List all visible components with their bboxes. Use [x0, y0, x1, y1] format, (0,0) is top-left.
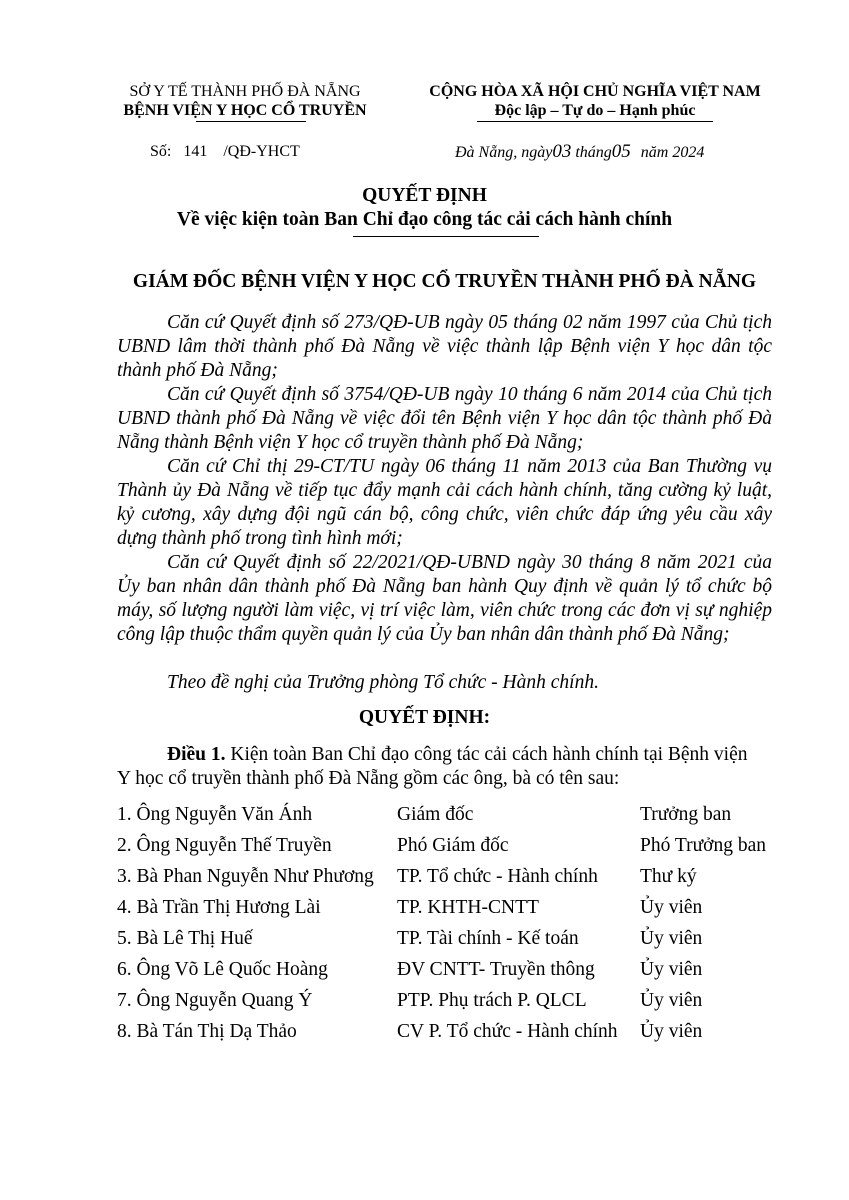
proposal-basis: Theo đề nghị của Trưởng phòng Tổ chức - Hành chính.	[167, 672, 599, 693]
member-position: TP. Tài chính - Kế toán	[397, 928, 579, 949]
member-name: 8. Bà Tán Thị Dạ Thảo	[117, 1021, 297, 1042]
member-row	[117, 927, 797, 951]
member-position: TP. KHTH-CNTT	[397, 897, 539, 918]
member-position: Phó Giám đốc	[397, 835, 509, 856]
member-name: 3. Bà Phan Nguyễn Như Phương	[117, 866, 374, 887]
agency-name-parent: SỞ Y TẾ THÀNH PHỐ ĐÀ NẴNG	[129, 83, 361, 100]
legal-basis-2: Căn cứ Quyết định số 3754/QĐ-UB ngày 10 tháng 6 năm 2014 của Chủ tịch UBND thành phố Đà Nẵng về việc đổi tên Bệnh viện Y học dân tộc thành phố Đà Nẵng thành Bệnh viện Y học cổ truyền thành phố Đà Nẵng;	[117, 384, 772, 453]
member-role: Trưởng ban	[640, 804, 732, 825]
member-role: Ủy viên	[640, 928, 703, 949]
member-position: Giám đốc	[397, 804, 474, 825]
member-name: 2. Ông Nguyễn Thế Truyền	[117, 835, 332, 856]
member-role: Ủy viên	[640, 897, 703, 918]
article-1-label: Điều 1.	[167, 744, 226, 765]
country-name: CỘNG HÒA XÃ HỘI CHỦ NGHĨA VIỆT NAM	[429, 83, 761, 100]
legal-basis-4: Căn cứ Quyết định số 22/2021/QĐ-UBND ngày 30 tháng 8 năm 2021 của Ủy ban nhân dân thành phố Đà Nẵng ban hành Quy định về quản lý tổ chức bộ máy, số lượng người làm việc, vị trí việc làm, viên chức trong các đơn vị sự nghiệp công lập thuộc thẩm quyền quản lý của Ủy ban nhân dân thành phố Đà Nẵng;	[117, 552, 772, 645]
article-1-line-1: Điều 1. Kiện toàn Ban Chỉ đạo công tác cải cách hành chính tại Bệnh viện	[167, 744, 748, 765]
legal-basis-3: Căn cứ Chỉ thị 29-CT/TU ngày 06 tháng 11 năm 2013 của Ban Thường vụ Thành ủy Đà Nẵng về tiếp tục đẩy mạnh cải cách hành chính, tăng cường kỷ luật, kỷ cương, xây dựng đội ngũ cán bộ, công chức, viên chức đáp ứng yêu cầu xây dựng thành phố trong tình hình mới;	[117, 456, 772, 549]
member-row	[117, 989, 797, 1013]
legal-basis-1: Căn cứ Quyết định số 273/QĐ-UB ngày 05 tháng 02 năm 1997 của Chủ tịch UBND lâm thời thành phố Đà Nẵng về việc thành lập Bệnh viện Y học dân tộc thành phố Đà Nẵng;	[117, 312, 772, 381]
agency-name: BỆNH VIỆN Y HỌC CỔ TRUYỀN	[123, 102, 367, 119]
member-name: 6. Ông Võ Lê Quốc Hoàng	[117, 959, 328, 980]
issuing-authority: GIÁM ĐỐC BỆNH VIỆN Y HỌC CỔ TRUYỀN THÀNH PHỐ ĐÀ NẴNG	[132, 271, 757, 292]
member-name: 4. Bà Trần Thị Hương Lài	[117, 897, 321, 918]
member-row	[117, 834, 797, 858]
document-number: Số: 141 /QĐ-YHCT	[150, 143, 300, 160]
document-subtitle: Về việc kiện toàn Ban Chỉ đạo công tác cải cách hành chính	[176, 209, 673, 230]
member-role: Ủy viên	[640, 959, 703, 980]
national-motto: Độc lập – Tự do – Hạnh phúc	[494, 102, 696, 119]
member-row	[117, 896, 797, 920]
member-row	[117, 1020, 797, 1044]
article-1-line-2: Y học cổ truyền thành phố Đà Nẵng gồm các ông, bà có tên sau:	[117, 768, 620, 789]
document-title: QUYẾT ĐỊNH	[362, 185, 487, 206]
agency-underline	[196, 121, 306, 122]
member-name: 7. Ông Nguyễn Quang Ý	[117, 990, 313, 1011]
member-row	[117, 803, 797, 827]
member-name: 1. Ông Nguyễn Văn Ánh	[117, 804, 313, 825]
member-role: Ủy viên	[640, 1021, 703, 1042]
member-position: PTP. Phụ trách P. QLCL	[397, 990, 587, 1011]
decision-heading: QUYẾT ĐỊNH:	[358, 707, 491, 728]
member-position: ĐV CNTT- Truyền thông	[397, 959, 595, 980]
document-date: Đà Nẵng, ngày03 tháng05 năm 2024	[455, 141, 705, 162]
member-row	[117, 958, 797, 982]
member-position: CV P. Tổ chức - Hành chính	[397, 1021, 618, 1042]
motto-underline	[477, 121, 713, 122]
title-underline	[353, 236, 539, 237]
member-row	[117, 865, 797, 889]
member-role: Thư ký	[640, 866, 697, 887]
member-name: 5. Bà Lê Thị Huế	[117, 928, 253, 949]
member-role: Ủy viên	[640, 990, 703, 1011]
member-position: TP. Tổ chức - Hành chính	[397, 866, 598, 887]
member-role: Phó Trưởng ban	[640, 835, 766, 856]
